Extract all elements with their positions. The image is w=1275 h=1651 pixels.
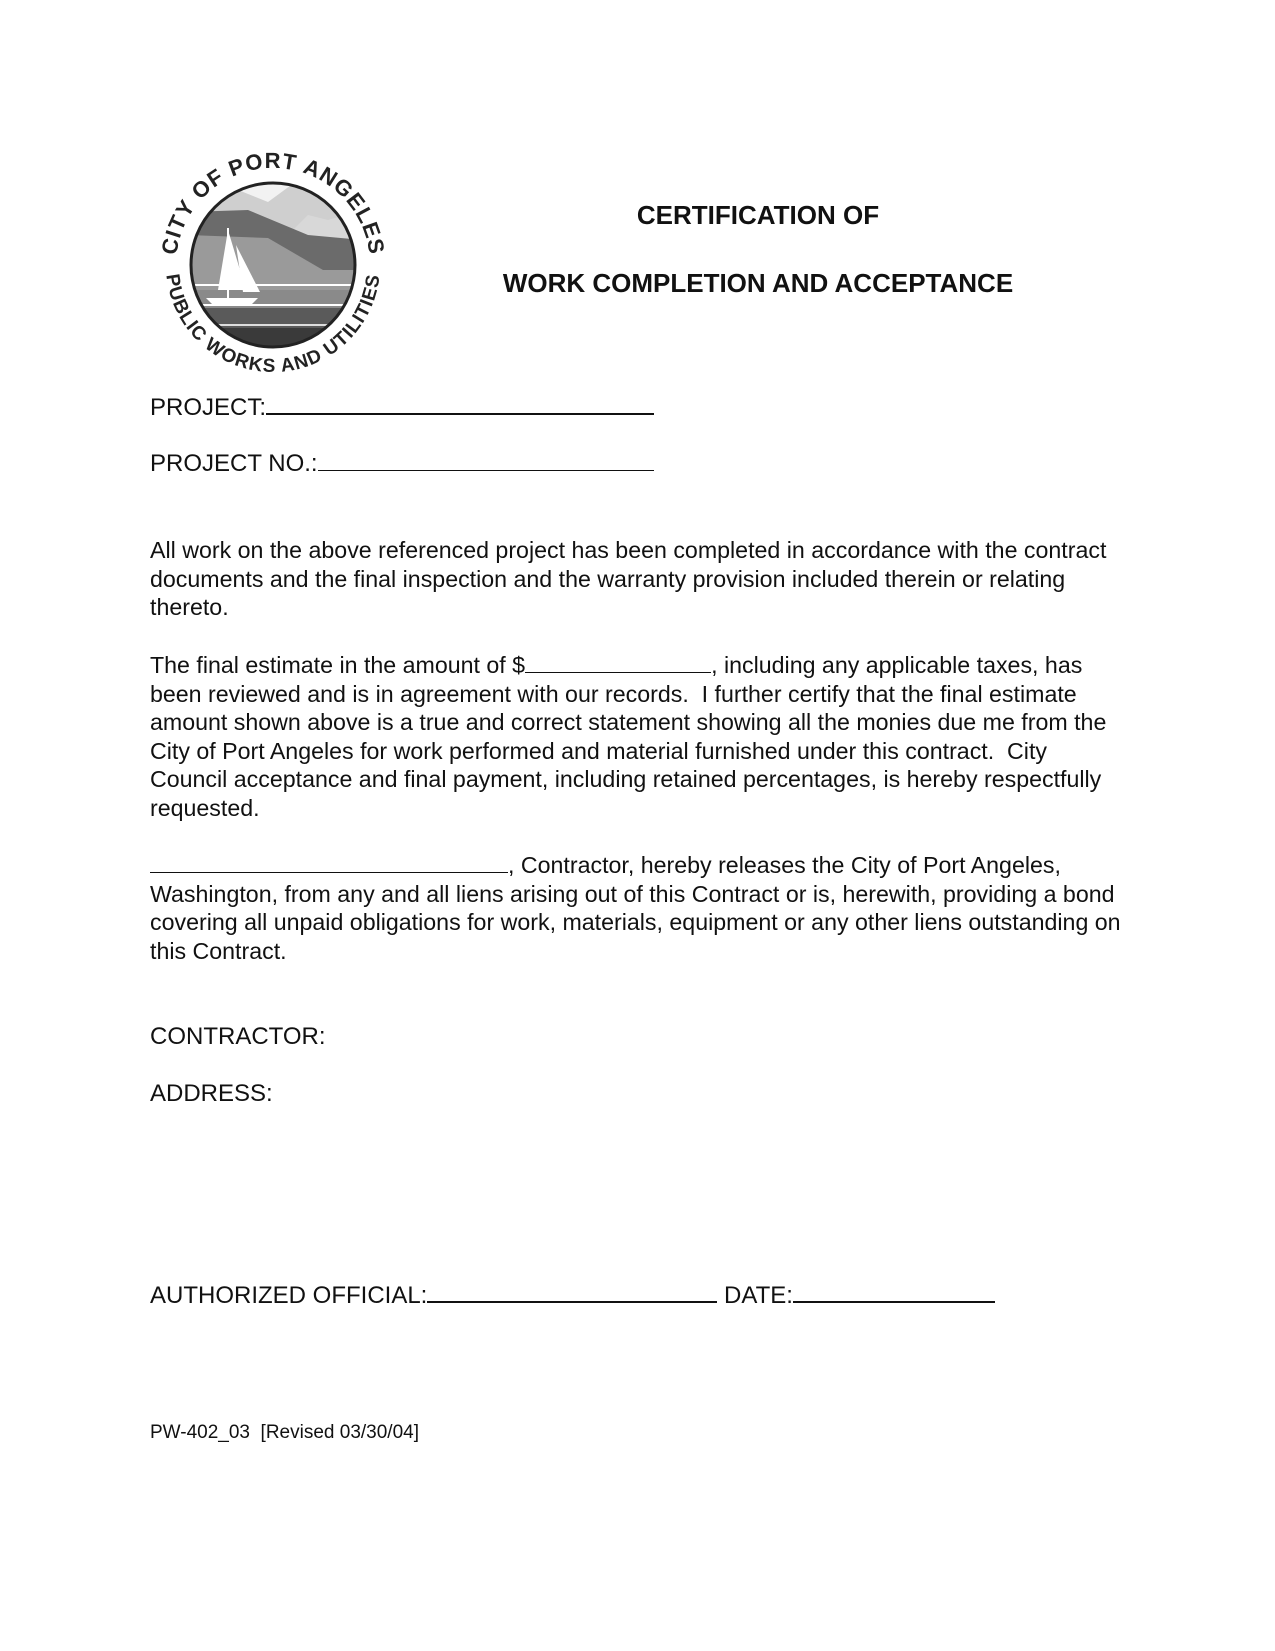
project-label: PROJECT: [150, 394, 267, 421]
project-no-field [150, 450, 654, 478]
completion-statement: All work on the above referenced project has been completed in accordance with the contract documents and the final inspection and the warranty provision included therein or relating thereto. [150, 537, 1107, 621]
amount-input-line[interactable] [525, 654, 711, 673]
lien-release-text: , Contractor, hereby releases the City of Port Angeles, Washington, from any and all liens arising out of this Contract or is, herewith, providing a bond covering all unpaid obligations for work, materials, equipment or any other liens outstanding on this Contract. [150, 852, 1121, 964]
authorized-official-label: AUTHORIZED OFFICIAL: [150, 1282, 428, 1309]
date-label: DATE: [724, 1282, 793, 1309]
project-field [150, 393, 654, 422]
sailboat-mountain-seal-icon [148, 140, 398, 390]
signature-row [150, 1281, 995, 1310]
lien-release-statement [150, 851, 1130, 965]
contractor-name-input-line[interactable] [150, 854, 508, 873]
authorized-official-input-line[interactable] [427, 1281, 717, 1303]
form-id-footer: PW-402_03 [Revised 03/30/04] [150, 1422, 419, 1443]
final-estimate-text-start: The final estimate in the amount of $ [150, 652, 526, 678]
city-seal-logo [148, 140, 398, 390]
svg-text:PUBLIC WORKS AND UTILITIES: PUBLIC WORKS AND UTILITIES [161, 272, 385, 378]
document-title-line2: WORK COMPLETION AND ACCEPTANCE [502, 268, 1014, 298]
final-estimate-statement [150, 651, 1130, 823]
contractor-label: CONTRACTOR: [150, 1023, 326, 1050]
date-input-line[interactable] [793, 1281, 995, 1303]
document-title-line1: CERTIFICATION OF [636, 200, 880, 230]
address-label: ADDRESS: [150, 1080, 273, 1107]
project-no-input-line[interactable] [318, 450, 654, 471]
final-estimate-text-end: , including any applicable taxes, has been reviewed and is in agreement with our records. I further certify that the final estimate amount shown above is a true and correct statement showing all the monies due me from the City of Port Angeles for work performed and material furnished under this contract. City Council acceptance and final payment, including retained percentages, is hereby respectfully requested. [150, 652, 1107, 821]
project-input-line[interactable] [266, 393, 654, 415]
project-no-label: PROJECT NO.: [150, 450, 318, 477]
svg-text:CITY OF PORT ANGELES: CITY OF PORT ANGELES [156, 147, 390, 257]
